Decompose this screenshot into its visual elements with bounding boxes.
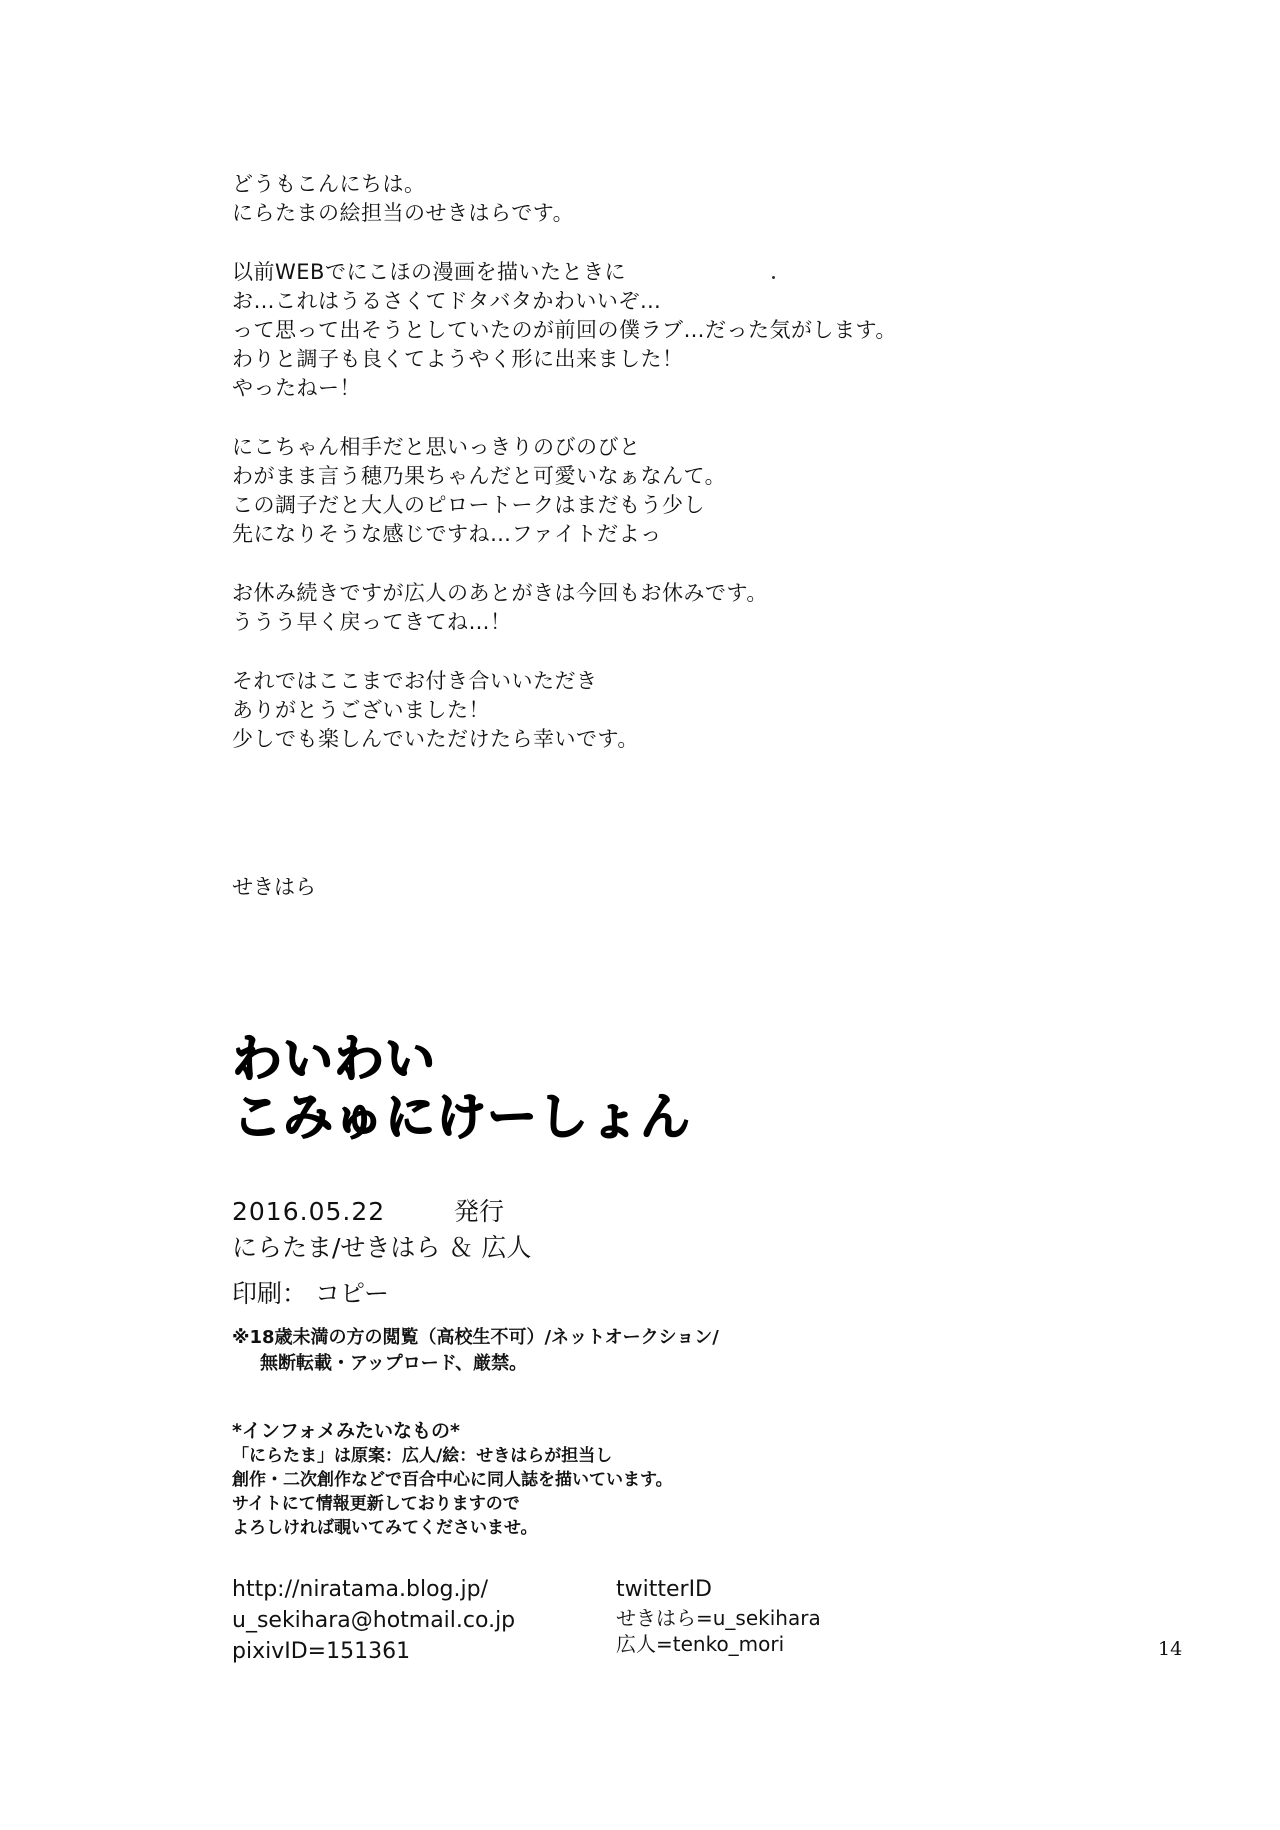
afterword-paragraph-5 xyxy=(232,667,992,754)
afterword-line: お休み続きですが広人のあとがきは今回もお休みです。 xyxy=(232,581,768,605)
afterword-line: この調子だと大人のピロートークはまだもう少し xyxy=(232,493,705,517)
info-line: 創作・二次創作などで百合中心に同人誌を描いています。 xyxy=(232,1470,673,1490)
afterword-paragraph-3 xyxy=(232,433,992,549)
twitter-sekihara: せきはら=u_sekihara xyxy=(616,1606,821,1630)
info-line: 「にらたま」は原案：広人/絵：せきはらが担当し xyxy=(232,1446,613,1466)
issue-row xyxy=(232,1195,932,1229)
info-line: よろしければ覗いてみてくださいませ。 xyxy=(232,1518,538,1538)
afterword-line: って思って出そうとしていたのが前回の僕ラブ…だった気がします。 xyxy=(232,318,897,342)
notice-line-2: 無断転載・アップロード、厳禁。 xyxy=(260,1353,528,1374)
colophon xyxy=(232,1195,932,1377)
afterword-signature: せきはら xyxy=(232,875,316,899)
afterword-paragraph-2 xyxy=(232,258,992,403)
page-number: 14 xyxy=(1158,1638,1183,1660)
afterword-line: それではここまでお付き合いいただき xyxy=(232,669,598,693)
contacts xyxy=(232,1575,562,1668)
afterword-line: やったねー！ xyxy=(232,376,361,400)
afterword-line: にらたまの絵担当のせきはらです。 xyxy=(232,201,575,225)
issue-date: 2016.05.22 xyxy=(232,1197,386,1226)
logo-line-2: こみゅにけーしょん xyxy=(232,1088,691,1146)
age-notice xyxy=(232,1325,932,1377)
afterword-line: 以前WEBでにこほの漫画を描いたときに xyxy=(232,260,626,284)
afterword-line: わりと調子も良くてようやく形に出来ました！ xyxy=(232,347,684,371)
afterword-line: 先になりそうな感じですね…ファイトだよっ xyxy=(232,522,662,546)
info-section xyxy=(232,1418,932,1540)
printing: 印刷： コピー xyxy=(232,1279,389,1308)
twitter-ids xyxy=(616,1575,896,1657)
issue-label: 発行 xyxy=(454,1197,505,1226)
twitter-hiroto: 広人=tenko_mori xyxy=(616,1632,785,1656)
pixiv-id: pixivID=151361 xyxy=(232,1639,411,1664)
afterword-paragraph-4 xyxy=(232,579,992,637)
afterword-line: どうもこんにちは。 xyxy=(232,172,426,196)
afterword-line: お…これはうるさくてドタバタかわいいぞ… xyxy=(232,289,662,313)
afterword-line: ありがとうございました！ xyxy=(232,698,490,722)
afterword-line: にこちゃん相手だと思いっきりのびのびと xyxy=(232,435,641,459)
info-line: サイトにて情報更新しておりますので xyxy=(232,1494,520,1514)
book-title-logo xyxy=(232,1030,712,1146)
afterword-line: ううう早く戻ってきてね…！ xyxy=(232,610,512,634)
notice-line-1: ※18歳未満の方の閲覧（高校生不可）/ネットオークション/ xyxy=(232,1327,719,1348)
afterword-line: 少しでも楽しんでいただけたら幸いです。 xyxy=(232,727,639,751)
info-heading: *インフォメみたいなもの* xyxy=(232,1420,460,1442)
afterword-line: わがまま言う穂乃果ちゃんだと可愛いなぁなんて。 xyxy=(232,464,727,488)
blog-url: http://niratama.blog.jp/ xyxy=(232,1577,488,1602)
logo-line-1: わいわい xyxy=(232,1030,436,1088)
email-address: u_sekihara@hotmail.co.jp xyxy=(232,1608,516,1633)
twitter-heading: twitterID xyxy=(616,1577,712,1602)
authors: にらたま/せきはら ＆ 広人 xyxy=(232,1233,532,1262)
afterword-body xyxy=(232,170,992,784)
afterword-paragraph-1 xyxy=(232,170,992,228)
